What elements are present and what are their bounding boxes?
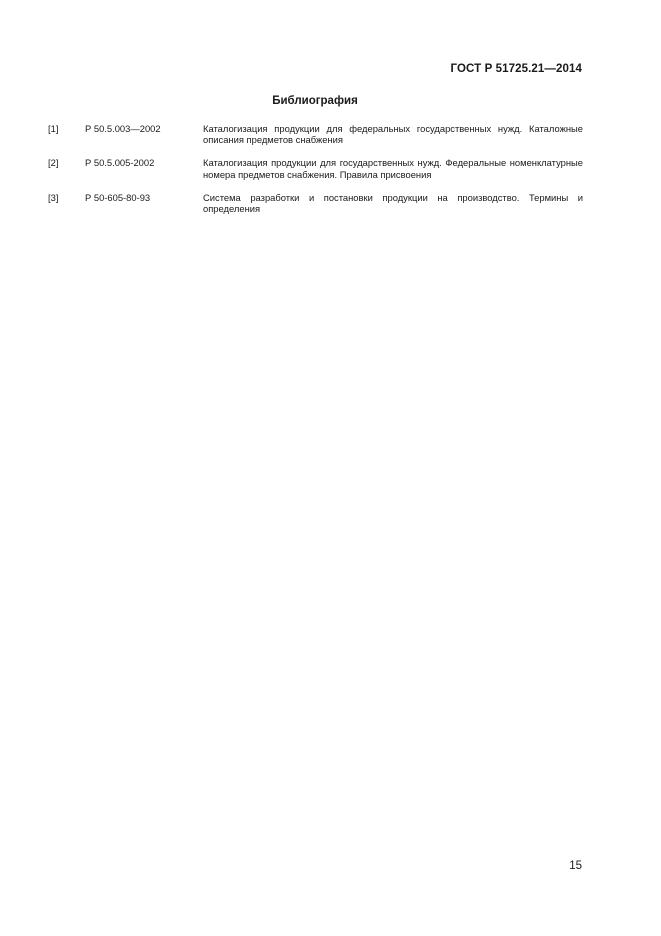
- bibliography-entry: [48, 123, 583, 145]
- entry-code: Р 50.5.003—2002: [85, 123, 161, 134]
- bibliography-entry: [48, 192, 583, 214]
- bibliography-list: [48, 123, 583, 214]
- document-code: ГОСТ Р 51725.21—2014: [450, 63, 582, 75]
- page-number: 15: [569, 860, 582, 872]
- entry-number: [3]: [48, 191, 59, 203]
- entry-number: [2]: [48, 157, 59, 169]
- entry-number: [1]: [48, 123, 59, 134]
- entry-title: Система разработки и постановки продукции на производство. Термины и определения: [203, 191, 583, 215]
- entry-title: Каталогизация продукции для федеральных государственных нужд. Каталожные описания предметов снабжения: [203, 123, 583, 146]
- entry-code: Р 50.5.005-2002: [85, 157, 155, 169]
- entry-title: Каталогизация продукции для государственных нужд. Федеральные номенклатурные номера предметов снабжения. Правила присвоения: [203, 157, 583, 180]
- entry-code: Р 50-605-80-93: [85, 191, 151, 203]
- bibliography-entry: [48, 157, 583, 179]
- section-title: Библиография: [272, 95, 358, 107]
